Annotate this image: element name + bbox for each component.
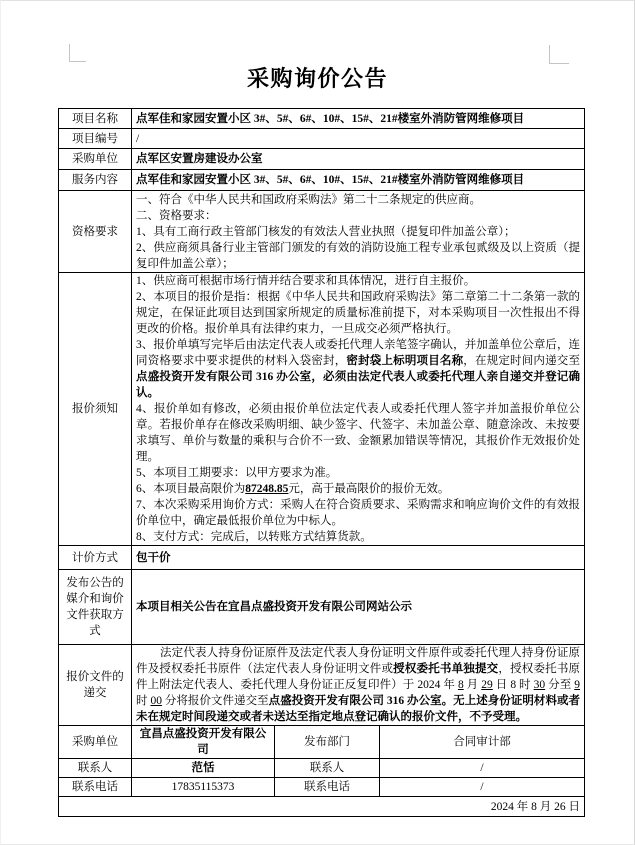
contact-purchaser-value: 宜昌点盛投资开发有限公司	[132, 726, 275, 759]
contact-person-value-right: /	[380, 759, 585, 778]
announcement-media-value: 本项目相关公告在宜昌点盛投资开发有限公司网站公示	[132, 570, 585, 645]
page-title: 采购询价公告	[246, 66, 388, 91]
service-content-label: 服务内容	[59, 170, 132, 191]
row-service-content	[59, 170, 585, 191]
project-name-value: 点军佳和家园安置小区 3#、5#、6#、10#、15#、21#楼室外消防管网维修项目	[132, 109, 585, 129]
qualification-label: 资格要求	[59, 191, 132, 273]
announcement-media-label: 发布公告的媒介和询价文件获取方式	[59, 570, 132, 645]
contact-phone-number: 17835115373	[132, 778, 275, 797]
contact-phone-label-right: 联系电话	[275, 778, 380, 797]
row-date	[59, 797, 585, 817]
row-purchaser	[59, 149, 585, 170]
row-announcement-media	[59, 570, 585, 645]
purchaser-value: 点军区安置房建设办公室	[132, 149, 585, 170]
issuing-department-value: 合同审计部	[380, 726, 585, 759]
row-contact-phone	[59, 778, 585, 797]
row-pricing-method	[59, 546, 585, 570]
project-name-label: 项目名称	[59, 109, 132, 129]
qualification-content: 一、符合《中华人民共和国政府采购法》第二十二条规定的供应商。 二、资格要求： 1、具有工商行政主管部门核发的有效法人营业执照（提复印件加盖公章）； 2、供应商须具备行业主管部门颁发的有效的消防设施工程专业承包贰级及以上资质（提复印件加盖公章）；	[132, 191, 585, 273]
contact-person-label-right: 联系人	[275, 759, 380, 778]
contact-phone-label-left: 联系电话	[59, 778, 132, 797]
contact-person-label-left: 联系人	[59, 759, 132, 778]
submission-content: 法定代表人持身份证原件及法定代表人身份证明文件原件或委托代理人持身份证原件及授权委托书原件（法定代表人身份证明文件或授权委托书单独提交，授权委托书原件上附法定代表人、委托代理人身份证正反复印件）于 2024 年 8 月 29 日 8 时 30 分至 9 时 00 分将报价文件递交至点盛投资开发有限公司 316 办公室。无上述身份证明材料或者未在规定时间段递交或者未送达至指定地点登记确认的报价文件，不予受理。	[132, 645, 585, 726]
service-content-value: 点军佳和家园安置小区 3#、5#、6#、10#、15#、21#楼室外消防管网维修项目	[132, 170, 585, 191]
row-project-number	[59, 129, 585, 149]
contact-purchaser-label: 采购单位	[59, 726, 132, 759]
quotation-notes-content: 1、供应商可根据市场行情并结合要求和具体情况，进行自主报价。 2、本项目的报价是指：根据《中华人民共和国政府采购法》第二章第二十二条第一款的规定，在保证此项目达到国家所规定的质量标准前提下，对本采购项目一次性报出不得更改的价格。报价单具有法律约束力，一旦成交必须严格执行。 3、报价单填写完毕后由法定代表人或委托代理人亲笔签字确认，并加盖单位公章后，连同资格要求中要求提供的材料入袋密封，密封袋上标明项目名称，在规定时间内递交至点盛投资开发有限公司 316 办公室，必须由法定代表人或委托代理人亲自递交并登记确认。 4、报价单如有修改，必须由报价单位法定代表人或委托代理人签字并加盖报价单位公章。若报价单存在修改采购明细、缺少签字、代签字、未加盖公章、随意涂改、未按要求填写、单价与数量的乘积与合价不一致、金额累加错误等情况，其报价作无效报价处理。 5、本项目工期要求：以甲方要求为准。 6、本项目最高限价为87248.85元，高于最高限价的报价无效。 7、本次采购采用询价方式：采购人在符合资质要求、采购需求和响应询价文件的有效报价单位中，确定最低报价单位为中标人。 8、支付方式：完成后，以转账方式结算货款。	[132, 273, 585, 546]
project-number-value: /	[132, 129, 585, 149]
page-margin-mark-top-left	[69, 44, 86, 62]
quotation-notes-label: 报价须知	[59, 273, 132, 546]
issuing-department-label: 发布部门	[275, 726, 380, 759]
submission-label: 报价文件的递交	[59, 645, 132, 726]
contact-person-name: 范恬	[132, 759, 275, 778]
row-quotation-notes	[59, 273, 585, 546]
row-qualification-requirements	[59, 191, 585, 273]
row-document-submission	[59, 645, 585, 726]
pricing-method-label: 计价方式	[59, 546, 132, 570]
project-number-label: 项目编号	[59, 129, 132, 149]
announcement-date: 2024 年 8 月 26 日	[59, 797, 585, 817]
row-project-name	[59, 109, 585, 129]
announcement-table	[58, 108, 585, 817]
row-contact-units	[59, 726, 585, 759]
pricing-method-value: 包干价	[132, 546, 585, 570]
row-contact-person	[59, 759, 585, 778]
contact-phone-value-right: /	[380, 778, 585, 797]
purchaser-label: 采购单位	[59, 149, 132, 170]
